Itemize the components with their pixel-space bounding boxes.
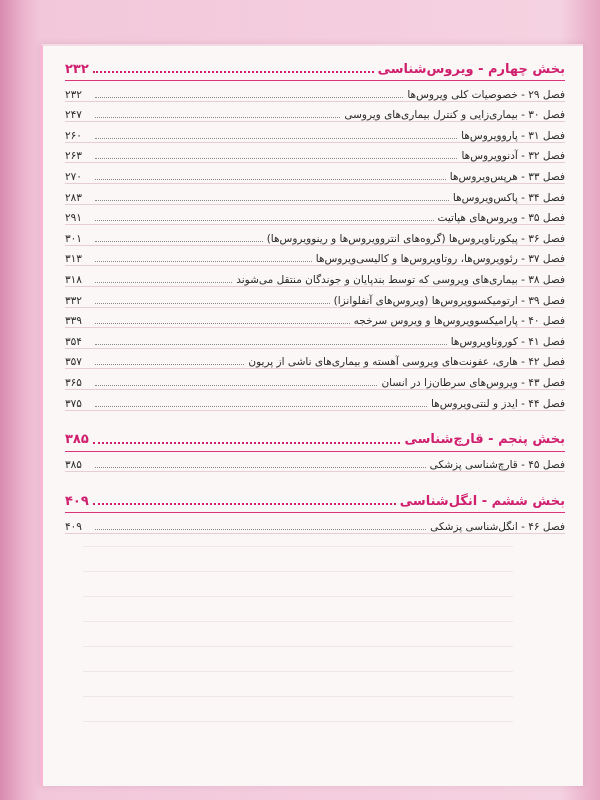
chapter-title: فصل ۳۷ - رئوویروس‌ها، روتاویروس‌ها و کالیسی‌ویروس‌ها	[315, 253, 565, 266]
chapter-page-number: ۳۵۴	[65, 335, 82, 348]
toc-entry	[65, 349, 565, 370]
chapter-page-number: ۲۳۲	[65, 88, 82, 101]
leader-dots	[95, 356, 244, 365]
leader-dots	[95, 150, 457, 159]
chapter-page-number: ۲۷۰	[65, 170, 82, 183]
background-rule	[83, 546, 513, 547]
chapter-page-number: ۳۵۷	[65, 356, 82, 369]
section-page-number: ۴۰۹	[65, 493, 89, 509]
chapter-page-number: ۳۳۲	[65, 294, 82, 307]
leader-dots	[95, 130, 457, 139]
background-rule	[83, 621, 513, 622]
background-rule	[83, 696, 513, 697]
section-title: بخش چهارم - ویروس‌شناسی	[377, 61, 565, 77]
chapter-title: فصل ۳۲ - آدنوویروس‌ها	[461, 150, 565, 163]
chapter-title: فصل ۳۱ - پاروویروس‌ها	[461, 129, 565, 142]
toc-entry	[65, 369, 565, 390]
chapter-title: فصل ۳۳ - هرپس‌ویروس‌ها	[449, 170, 565, 183]
toc-entry	[65, 184, 565, 205]
section-page-number: ۲۳۲	[65, 61, 89, 77]
chapter-title: فصل ۴۲ - هاری، عفونت‌های ویروسی آهسته و بیماری‌های ناشی از پریون	[248, 356, 565, 369]
section-title: بخش ششم - انگل‌شناسی	[399, 493, 565, 509]
toc-entry	[65, 102, 565, 123]
leader-dots	[93, 432, 401, 444]
leader-dots	[93, 61, 374, 73]
chapter-page-number: ۲۴۷	[65, 109, 82, 122]
leader-dots	[95, 295, 330, 304]
leader-dots	[95, 459, 426, 468]
chapter-title: فصل ۲۹ - خصوصیات کلی ویروس‌ها	[407, 88, 565, 101]
chapter-title: فصل ۴۰ - پارامیکسوویروس‌ها و ویروس سرخجه	[353, 315, 565, 328]
chapter-page-number: ۲۹۱	[65, 212, 82, 225]
background-rule	[83, 646, 513, 647]
chapter-page-number: ۳۸۵	[65, 459, 82, 472]
background-rule	[83, 596, 513, 597]
toc-entry	[65, 225, 565, 246]
background-rule	[83, 721, 513, 722]
leader-dots	[93, 493, 396, 505]
chapter-page-number: ۲۶۰	[65, 129, 82, 142]
chapter-page-number: ۳۶۵	[65, 376, 82, 389]
toc-entry	[65, 328, 565, 349]
chapter-title: فصل ۴۵ - قارچ‌شناسی پزشکی	[429, 459, 565, 472]
toc-entry	[65, 205, 565, 226]
leader-dots	[95, 109, 340, 118]
toc-entry	[65, 122, 565, 143]
contents-panel	[40, 44, 583, 786]
background-rule	[83, 571, 513, 572]
chapter-title: فصل ۳۶ - پیکورناویروس‌ها (گروه‌های انتروویروس‌ها و رینوویروس‌ها)	[266, 232, 565, 245]
leader-dots	[95, 89, 403, 98]
toc-entry	[65, 246, 565, 267]
leader-dots	[95, 377, 377, 386]
toc-entry	[65, 81, 565, 102]
leader-dots	[95, 274, 232, 283]
leader-dots	[95, 253, 312, 262]
chapter-title: فصل ۴۱ - کوروناویروس‌ها	[450, 335, 565, 348]
toc-entry	[65, 287, 565, 308]
leader-dots	[95, 171, 446, 180]
toc-entry	[65, 266, 565, 287]
leader-dots	[95, 398, 427, 407]
section-title: بخش پنجم - قارچ‌شناسی	[404, 432, 565, 447]
toc-entry	[65, 390, 565, 411]
background-rule	[83, 671, 513, 672]
chapter-title: فصل ۳۸ - بیماری‌های ویروسی که توسط بندپایان و جوندگان منتقل می‌شوند	[236, 273, 565, 286]
chapter-title: فصل ۴۶ - انگل‌شناسی پزشکی	[430, 520, 565, 533]
leader-dots	[95, 521, 426, 530]
toc-entry	[65, 143, 565, 164]
chapter-page-number: ۳۷۵	[65, 397, 82, 410]
chapter-title: فصل ۴۴ - ایدز و لنتی‌ویروس‌ها	[430, 397, 565, 410]
table-of-contents	[65, 54, 565, 534]
chapter-title: فصل ۳۴ - پاکس‌ویروس‌ها	[452, 191, 565, 204]
toc-entry	[65, 513, 565, 534]
leader-dots	[95, 315, 350, 324]
chapter-page-number: ۲۶۳	[65, 150, 82, 163]
section-heading	[65, 58, 565, 81]
chapter-title: فصل ۳۵ - ویروس‌های هپاتیت	[437, 212, 565, 225]
toc-entry	[65, 452, 565, 473]
chapter-title: فصل ۴۳ - ویروس‌های سرطان‌زا در انسان	[381, 376, 565, 389]
chapter-page-number: ۳۰۱	[65, 232, 82, 245]
section-page-number: ۳۸۵	[65, 432, 89, 447]
chapter-page-number: ۳۳۹	[65, 315, 82, 328]
leader-dots	[95, 336, 447, 345]
toc-entry	[65, 308, 565, 329]
leader-dots	[95, 212, 434, 221]
chapter-page-number: ۲۸۳	[65, 191, 82, 204]
chapter-page-number: ۳۱۸	[65, 273, 82, 286]
toc-entry	[65, 163, 565, 184]
chapter-page-number: ۳۱۳	[65, 253, 82, 266]
leader-dots	[95, 192, 449, 201]
leader-dots	[95, 233, 263, 242]
chapter-title: فصل ۳۹ - ارتومیکسوویروس‌ها (ویروس‌های آنفلوانزا)	[333, 294, 565, 307]
chapter-page-number: ۴۰۹	[65, 520, 82, 533]
section-heading	[65, 429, 565, 452]
chapter-title: فصل ۳۰ - بیماری‌زایی و کنترل بیماری‌های ویروسی	[344, 109, 565, 122]
section-heading	[65, 490, 565, 513]
